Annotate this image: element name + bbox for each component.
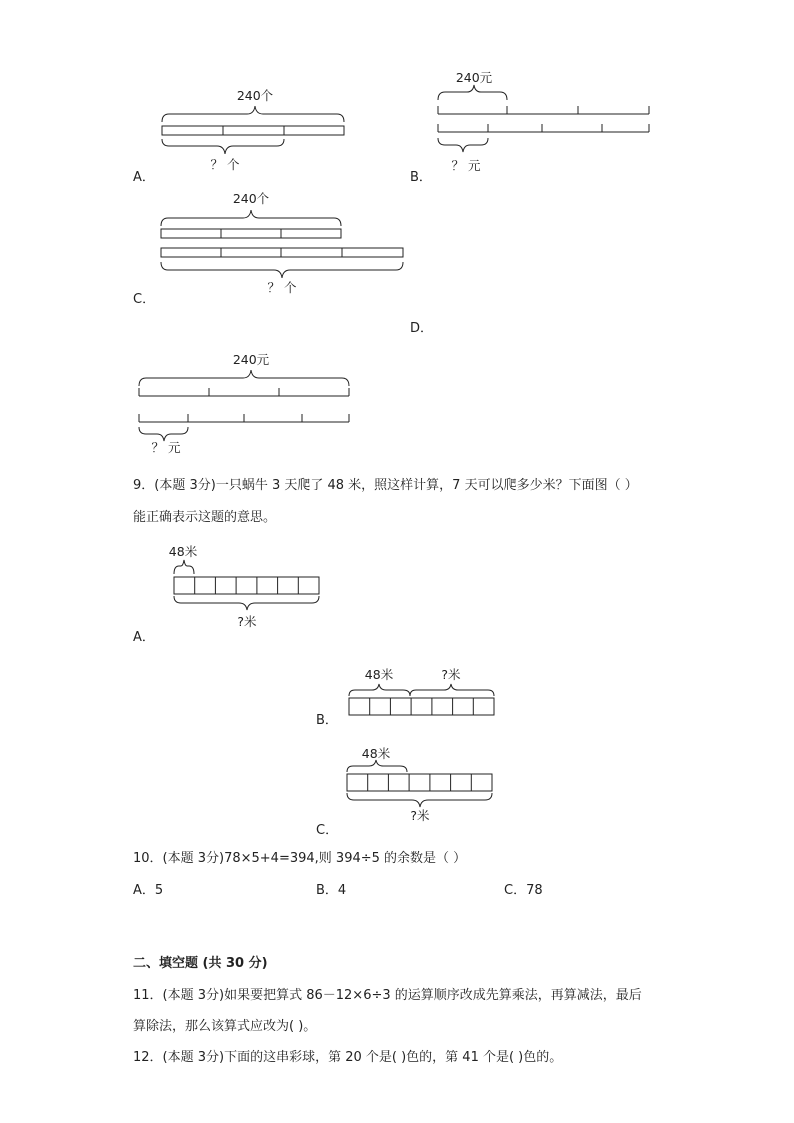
q8-diagram-c	[153, 186, 413, 296]
option-d-label[interactable]: D．	[410, 321, 434, 336]
diagram-b-bottom-brace	[438, 138, 488, 152]
diagram-d-top-label: 240元	[232, 352, 270, 367]
q8-diagram-a	[155, 84, 355, 176]
q9-option-a-label[interactable]: A．	[133, 630, 155, 645]
q9-option-c-label[interactable]: C．	[316, 823, 339, 838]
option-a-label[interactable]: A．	[133, 170, 155, 185]
diagram-c-bottom-brace	[161, 262, 403, 278]
q8-diagram-b	[430, 66, 655, 174]
q10-choice-c[interactable]: C．78	[504, 883, 543, 898]
q11-text-line2: 算除法，那么该算式应改为( )。	[133, 1019, 317, 1034]
q9-c-bottom-label: ?米	[410, 808, 430, 823]
q9-c-top-label: 48米	[361, 746, 391, 761]
q9-b-left-label: 48米	[364, 667, 394, 682]
diagram-a-bar	[162, 126, 344, 135]
option-c-label[interactable]: C．	[133, 292, 156, 307]
q10-choice-a[interactable]: A．5	[133, 883, 164, 898]
diagram-a-top-brace	[162, 106, 344, 122]
diagram-a-top-label: 240个	[236, 88, 274, 103]
diagram-b-top-label: 240元	[455, 70, 493, 85]
q9-diagram-c	[338, 742, 503, 824]
diagram-c-bar-1	[161, 229, 341, 238]
diagram-c-top-label: 240个	[232, 191, 270, 206]
q12-text: 12．(本题 3分)下面的这串彩球，第 20 个是( )色的，第 41 个是( )色的。	[133, 1050, 563, 1065]
q9-c-bar	[347, 774, 492, 791]
q8-diagram-d	[130, 348, 360, 460]
q10-choice-b[interactable]: B．4	[316, 883, 347, 898]
q9-diagram-b	[340, 662, 505, 722]
diagram-c-bar-2	[161, 248, 403, 257]
diagram-d-bottom-brace	[139, 427, 188, 441]
diagram-a-bottom-label: ？ 个	[210, 157, 240, 172]
q9-b-bar	[349, 698, 494, 715]
diagram-a-bottom-brace	[162, 139, 284, 154]
q9-a-bar	[174, 577, 319, 594]
diagram-d-top-brace	[139, 370, 349, 386]
q9-a-top-label: 48米	[168, 544, 198, 559]
diagram-b-bottom-label: ？ 元	[451, 158, 481, 173]
q11-text-line1: 11．(本题 3分)如果要把算式 86－12×6÷3 的运算顺序改成先算乘法，再算减法，最后	[133, 988, 642, 1003]
section-heading: 二、填空题 (共 30 分)	[133, 956, 268, 971]
q9-text-line2: 能正确表示这题的意思。	[133, 510, 277, 525]
q9-b-right-label: ?米	[441, 667, 461, 682]
q9-a-bottom-label: ?米	[237, 614, 257, 629]
diagram-c-bottom-label: ？ 个	[267, 280, 297, 295]
q9-diagram-a	[165, 540, 330, 632]
diagram-b-top-brace	[438, 85, 507, 100]
q9-option-b-label[interactable]: B．	[316, 713, 338, 728]
diagram-c-top-brace	[161, 210, 341, 226]
q9-text-line1: 9．(本题 3分)一只蜗牛 3 天爬了 48 米，照这样计算，7 天可以爬多少米？下面图（ ）	[133, 478, 638, 493]
q10-text: 10．(本题 3分)78×5+4=394,则 394÷5 的余数是（ ）	[133, 851, 467, 866]
option-b-label[interactable]: B．	[410, 170, 432, 185]
diagram-d-bottom-label: ？ 元	[151, 440, 181, 455]
